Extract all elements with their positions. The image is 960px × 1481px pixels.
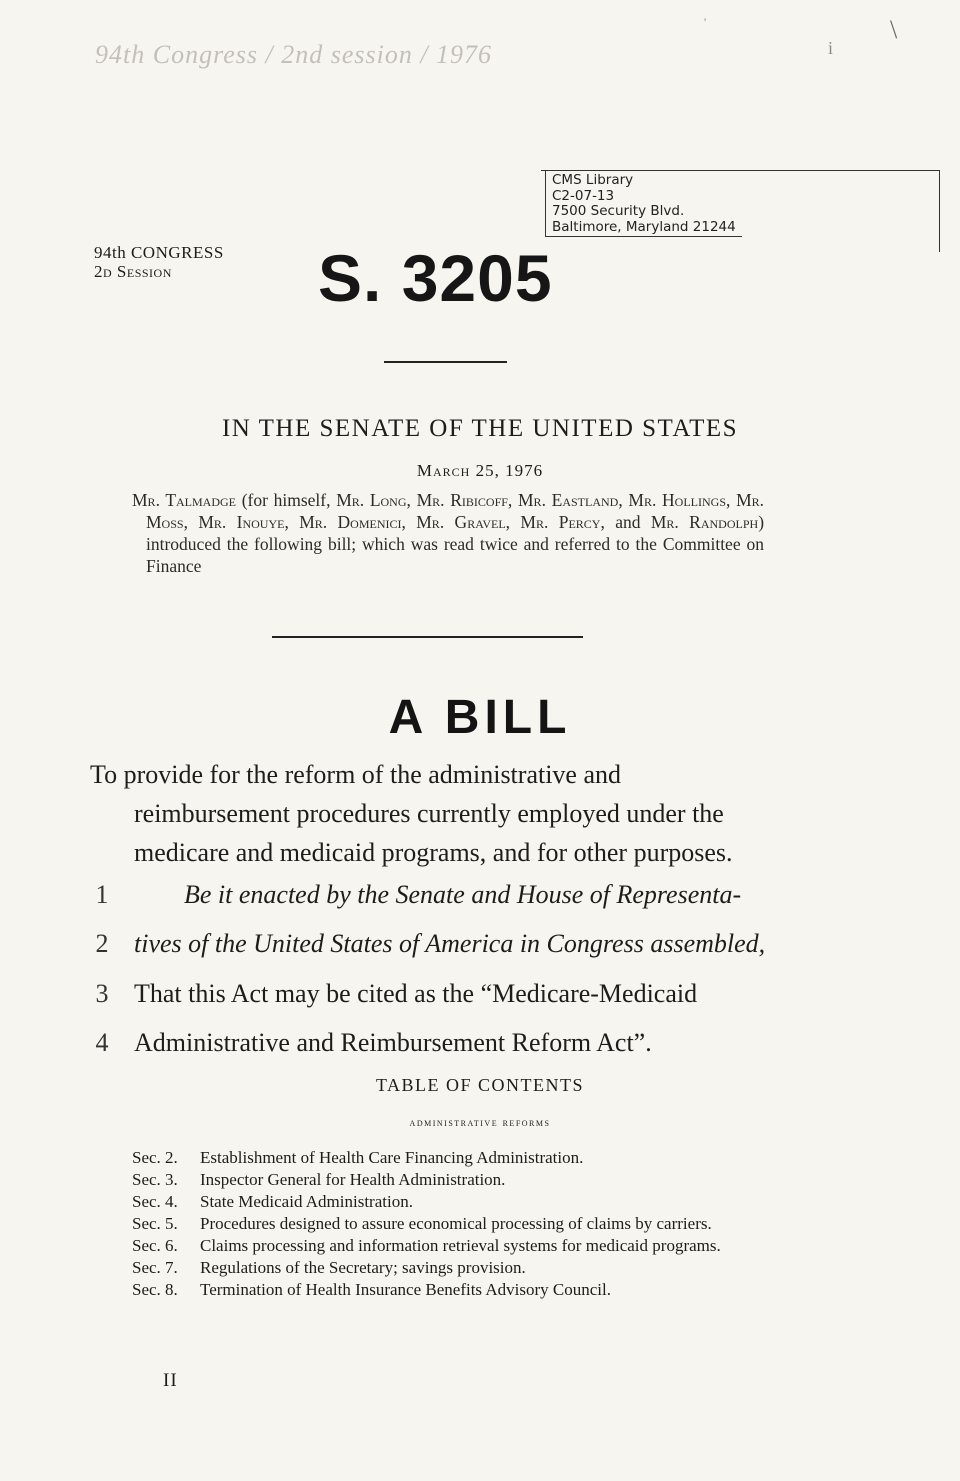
toc-section-title: State Medicaid Administration. <box>200 1192 413 1211</box>
cosponsor-name: Mr. Hollings <box>628 490 727 510</box>
bill-title: A BILL <box>388 691 572 744</box>
cosponsor-name: Mr. Randolph <box>650 512 759 532</box>
toc-item <box>132 1279 772 1300</box>
toc-item <box>132 1191 772 1212</box>
toc-section-title: Regulations of the Secretary; savings provision. <box>200 1258 526 1277</box>
line-text: That this Act may be cited as the “Medicare-Medicaid <box>134 979 698 1008</box>
cosponsor-name: Mr. Percy <box>520 512 601 532</box>
stamp-line-city: Baltimore, Maryland 21244 <box>552 218 736 235</box>
line-text: Administrative and Reimbursement Reform Act”. <box>134 1028 652 1057</box>
line-number: 2 <box>95 929 109 958</box>
library-stamp <box>541 170 940 252</box>
stamp-line-room: C2-07-13 <box>552 187 615 204</box>
divider <box>272 636 583 638</box>
bill-number: S. 3205 <box>318 241 553 315</box>
toc-section-title: Procedures designed to assure economical processing of claims by carriers. <box>200 1214 712 1233</box>
toc-section-number: Sec. 6. <box>132 1236 178 1255</box>
page-marker: II <box>163 1370 178 1391</box>
intro-and: and <box>615 512 651 532</box>
cosponsor-name: Mr. Moss <box>146 490 765 532</box>
toc-section-number: Sec. 2. <box>132 1148 178 1167</box>
line-text: tives of the United States of America in Congress assembled, <box>134 929 766 958</box>
toc-section-title: Termination of Health Insurance Benefits Advisory Council. <box>200 1280 611 1299</box>
toc-subheading: administrative reforms <box>409 1115 551 1129</box>
library-stamp-text <box>545 171 742 237</box>
line-number: 3 <box>95 979 109 1008</box>
toc-section-number: Sec. 4. <box>132 1192 178 1211</box>
toc-section-title: Establishment of Health Care Financing Administration. <box>200 1148 584 1167</box>
toc-section-number: Sec. 5. <box>132 1214 178 1233</box>
congress-label: 94th CONGRESS <box>94 243 224 262</box>
toc-item <box>132 1235 772 1256</box>
stamp-line-library: CMS Library <box>552 172 634 188</box>
cosponsor-name: Mr. Gravel <box>416 512 506 532</box>
line-text: Be it enacted by the Senate and House of Representa- <box>184 880 742 909</box>
congress-session-block <box>94 243 224 281</box>
intro-text: (for himself, <box>236 490 337 510</box>
cosponsor-name: Mr. Inouye <box>198 512 285 532</box>
intro-text: ) introduced the following bill; which was read twice and referred to the Committee on Finance <box>146 512 765 576</box>
line-number: 1 <box>95 880 109 909</box>
introduction-date: March 25, 1976 <box>416 461 544 480</box>
toc-section-title: Inspector General for Health Administration. <box>200 1170 506 1189</box>
toc-item <box>132 1169 772 1190</box>
stamp-line-street: 7500 Security Blvd. <box>552 203 685 219</box>
bill-purpose: To provide for the reform of the administrative and reimbursement procedures currently employed under the medicare and medicaid programs, and for other purposes. <box>90 760 733 867</box>
toc-section-number: Sec. 3. <box>132 1170 178 1189</box>
cosponsor-name: Mr. Domenici <box>299 512 402 532</box>
sponsor-name: Mr. Talmadge <box>132 490 236 510</box>
toc-section-title: Claims processing and information retrieval systems for medicaid programs. <box>200 1236 721 1255</box>
line-number: 4 <box>95 1028 109 1057</box>
session-label: 2d Session <box>94 262 172 281</box>
cosponsor-name: Mr. Ribicoff <box>416 490 508 510</box>
pencil-mark: i <box>828 38 834 58</box>
toc-heading: TABLE OF CONTENTS <box>375 1075 585 1095</box>
toc-item <box>132 1213 772 1234</box>
table-of-contents <box>132 1147 772 1301</box>
toc-section-number: Sec. 8. <box>132 1280 178 1299</box>
toc-item <box>132 1147 772 1168</box>
pencil-mark: \ <box>890 15 898 44</box>
introduction-paragraph: Mr. Talmadge (for himself, Mr. Long, Mr. Ribicoff, Mr. Eastland, Mr. Hollings, Mr. Moss, Mr. Inouye, Mr. Domenici, Mr. Gravel, Mr. Percy, and Mr. Randolph) introduced the following bill; which was read twice and referred to the Committee on Finance <box>132 490 765 576</box>
chamber-heading: IN THE SENATE OF THE UNITED STATES <box>221 415 739 442</box>
divider <box>384 361 507 363</box>
pencil-mark: ' <box>704 15 707 29</box>
toc-section-number: Sec. 7. <box>132 1258 178 1277</box>
handwritten-annotation: 94th Congress / 2nd session / 1976 <box>95 40 493 69</box>
toc-item <box>132 1257 772 1278</box>
cosponsor-name: Mr. Long <box>336 490 407 510</box>
cosponsor-name: Mr. Eastland <box>518 490 619 510</box>
